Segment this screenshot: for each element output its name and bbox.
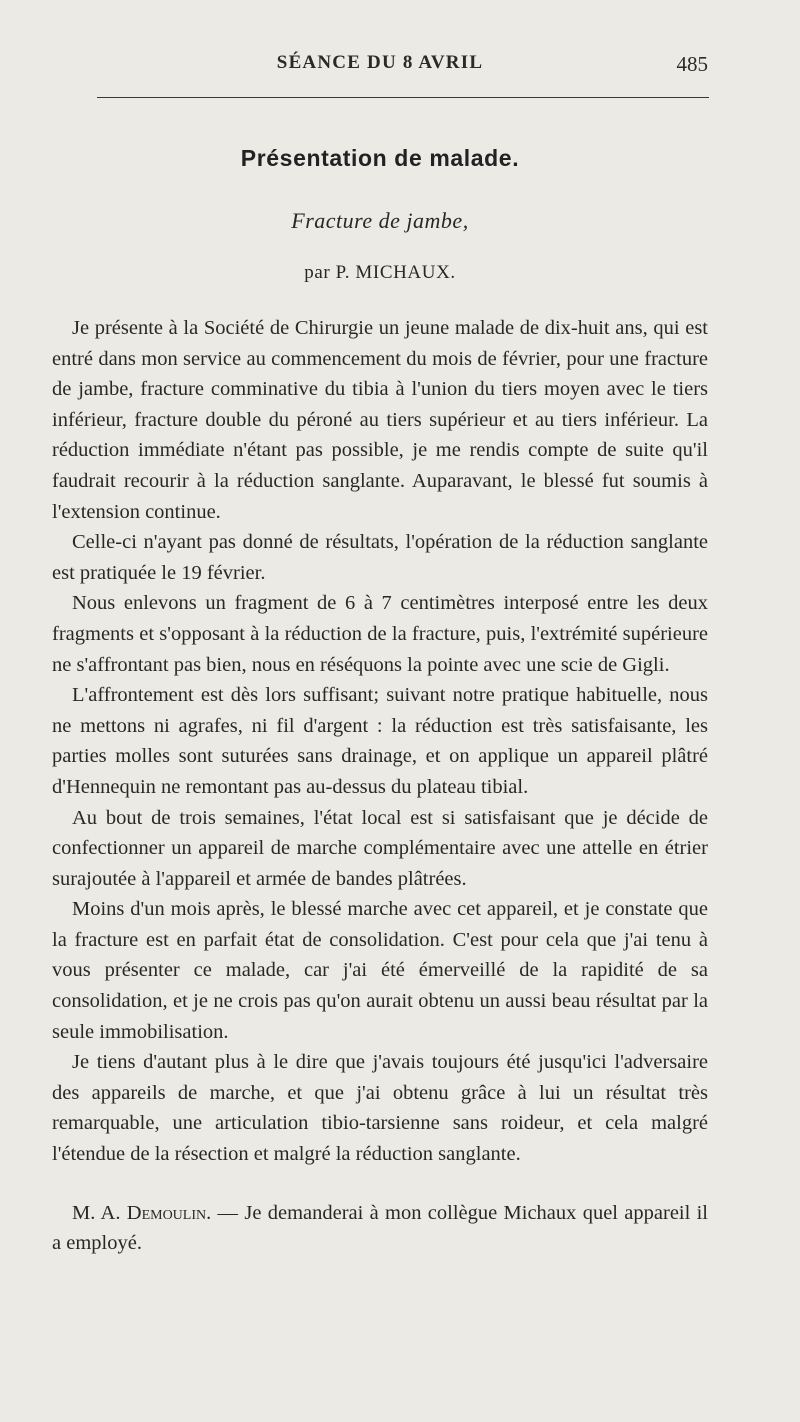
reply-speaker-prefix: M. A. [72, 1201, 127, 1224]
paragraph: Au bout de trois semaines, l'état local est si satisfaisant que je décide de confectionner un appareil de marche complémentaire avec une attelle en étrier surajoutée à l'appareil et armée de bandes plâtrées. [52, 806, 708, 890]
reply-speaker-name: Demoulin [126, 1201, 207, 1224]
paragraph: Je présente à la Société de Chirurgie un jeune malade de dix-huit ans, qui est entré dans mon service au commencement du mois de février, pour une fracture de jambe, fracture comminative du tibia à l'union du tiers moyen avec le tiers inférieur, fracture double du péroné au tiers supérieur et au tiers inférieur. La réduction immédiate n'étant pas possible, je me rendis compte de suite qu'il faudrait recourir à la réduction sanglante. Auparavant, le blessé fut soumis à l'extension continue. [52, 317, 708, 523]
page-number: 485 [676, 52, 708, 76]
section-title: Présentation de malade. [240, 145, 520, 171]
article-subtitle: Fracture de jambe, [291, 208, 469, 233]
author-byline: par P. MICHAUX. [304, 262, 456, 283]
paragraph: Celle-ci n'ayant pas donné de résultats, l'opération de la réduction sanglante est pratiquée le 19 février. [52, 531, 708, 584]
reply-paragraph [52, 1198, 708, 1259]
paragraph: Moins d'un mois après, le blessé marche avec cet appareil, et je constate que la fracture est en parfait état de consolidation. C'est pour cela que j'ai tenu à vous présenter ce malade, car j'ai été émerveillé de la rapidité de sa consolidation, et je ne crois pas qu'on aurait obtenu un aussi beau résultat par la seule immobilisation. [52, 898, 708, 1043]
paragraph: L'affrontement est dès lors suffisant; suivant notre pratique habituelle, nous ne mettons ni agrafes, ni fil d'argent : la réduction est très satisfaisante, les parties molles sont suturées sans drainage, et on applique un appareil plâtré d'Hennequin ne remontant pas au-dessus du plateau tibial. [52, 684, 708, 798]
running-header [52, 52, 708, 80]
reply-text: . — Je demanderai à mon collègue Michaux quel appareil il a employé. [52, 1201, 709, 1255]
article-body [52, 313, 708, 1259]
header-rule [97, 97, 709, 98]
paragraph: Je tiens d'autant plus à le dire que j'avais toujours été jusqu'ici l'adversaire des appareils de marche, et que j'ai obtenu grâce à lui un résultat très remarquable, une articulation tibio-tarsienne sans roideur, et cela malgré l'étendue de la résection et malgré la réduction sanglante. [52, 1051, 708, 1166]
paragraph: Nous enlevons un fragment de 6 à 7 centimètres interposé entre les deux fragments et s'opposant à la réduction de la fracture, puis, l'extrémité supérieure ne s'affrontant pas bien, nous en réséquons la pointe avec une scie de Gigli. [52, 592, 708, 676]
running-header-title: SÉANCE DU 8 AVRIL [276, 52, 484, 73]
